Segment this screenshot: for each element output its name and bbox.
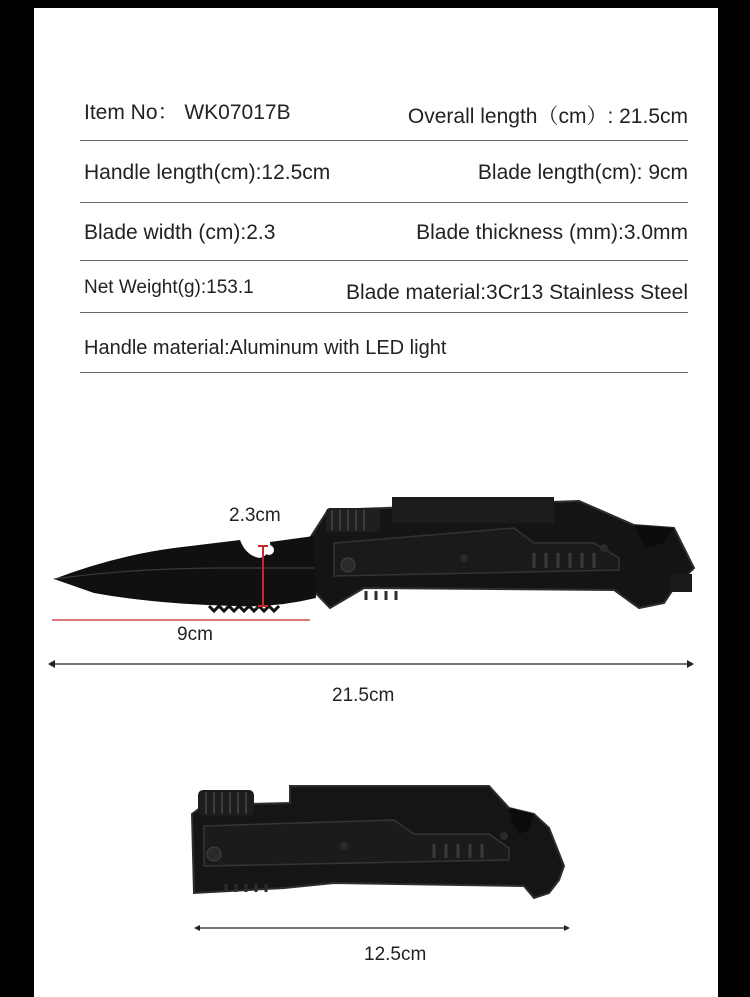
blade-length-label: 9cm — [177, 624, 213, 645]
handle-length-label: 12.5cm — [364, 944, 427, 965]
net-weight-spec: Net Weight(g):153.1 — [84, 277, 254, 298]
overall-length-dimension — [48, 660, 694, 668]
closed-knife — [192, 786, 564, 898]
overall-length-spec: Overall length（cm）: 21.5cm — [407, 105, 688, 128]
open-knife-handle — [306, 497, 694, 608]
overall-length-label: 21.5cm — [332, 685, 395, 706]
item-number: Item No： WK07017B — [84, 101, 291, 124]
handle-length-spec: Handle length(cm):12.5cm — [84, 161, 331, 184]
blade-width-label: 2.3cm — [229, 505, 281, 526]
product-spec-sheet — [34, 8, 718, 997]
handle-material-spec: Handle material:Aluminum with LED light — [84, 337, 447, 359]
blade-length-spec: Blade length(cm): 9cm — [477, 161, 688, 184]
open-knife-blade — [54, 536, 316, 611]
blade-width-spec: Blade width (cm):2.3 — [84, 221, 276, 244]
blade-material-spec: Blade material:3Cr13 Stainless Steel — [345, 281, 688, 304]
handle-length-dimension — [194, 925, 570, 931]
open-knife-figure — [34, 8, 718, 997]
blade-thickness-spec: Blade thickness (mm):3.0mm — [416, 221, 688, 244]
